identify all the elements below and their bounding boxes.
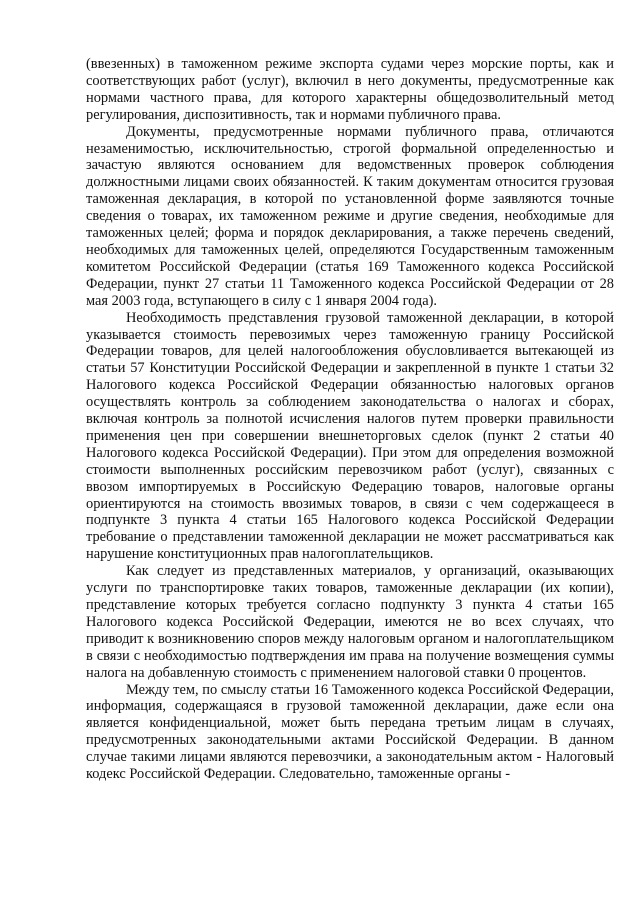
paragraph-4: Как следует из представленных материалов, у организаций, оказывающих услуги по транспортировке таких товаров, таможенные декларации (их копии), представление которых требуется согласно подпункту 3 пункта 4 статьи 165 Налогового кодекса Российской Федерации, имеются не во всех случаях, что приводит к возникновению споров между налоговым органом и налогоплательщиком в связи с необходимостью подтверждения им права на получение возмещения суммы налога на добавленную стоимость с применением налоговой ставки 0 процентов. xyxy=(86,563,614,681)
paragraph-3: Необходимость представления грузовой таможенной декларации, в которой указывается стоимость перевозимых через таможенную границу Российской Федерации товаров, для целей налогообложения обусловливается вытекающей из статьи 57 Конституции Российской Федерации и закрепленной в пункте 1 статьи 32 Налогового кодекса Российской Федерации обязанностью налоговых органов осуществлять контроль за соблюдением законодательства о налогах и сборах, включая контроль за полнотой исчисления налогов путем проверки правильности применения цен при совершении внешнеторговых сделок (пункт 2 статьи 40 Налогового кодекса Российской Федерации). При этом для определения возможной стоимости выполненных российским перевозчиком работ (услуг), связанных с ввозом импортируемых в Российскую Федерацию товаров, налоговые органы ориентируются на стоимость ввозимых товаров, в связи с чем содержащееся в подпункте 3 пункта 4 статьи 165 Налогового кодекса Российской Федерации требование о представлении таможенной декларации не может рассматриваться как нарушение конституционных прав налогоплательщиков. xyxy=(86,309,614,563)
paragraph-5: Между тем, по смыслу статьи 16 Таможенного кодекса Российской Федерации, информация, содержащаяся в грузовой таможенной декларации, даже если она является конфиденциальной, может быть передана третьим лицам в случаях, предусмотренных законодательными актами Российской Федерации. В данном случае такими лицами являются перевозчики, а законодательным актом - Налоговый кодекс Российской Федерации. Следовательно, таможенные органы - xyxy=(86,681,614,783)
paragraph-2: Документы, предусмотренные нормами публичного права, отличаются незаменимостью, исключительностью, строгой формальной определенностью и зачастую являются основанием для ведомственных проверок соблюдения должностными лицами своих обязанностей. К таким документам относится грузовая таможенная декларация, в которой по установленной форме заявляются точные сведения о товарах, их таможенном режиме и другие сведения, необходимые для таможенных целей; форма и порядок декларирования, а также перечень сведений, необходимых для таможенных целей, определяются Государственным таможенным комитетом Российской Федерации (статья 169 Таможенного кодекса Российской Федерации, пункт 27 статьи 11 Таможенного кодекса Российской Федерации от 28 мая 2003 года, вступающего в силу с 1 января 2004 года). xyxy=(86,123,614,309)
document-page xyxy=(86,56,614,783)
paragraph-1: (ввезенных) в таможенном режиме экспорта судами через морские порты, как и соответствующих работ (услуг), включил в него документы, предусмотренные как нормами частного права, для которого характерны общедозволительный метод регулирования, диспозитивность, так и нормами публичного права. xyxy=(86,56,614,123)
